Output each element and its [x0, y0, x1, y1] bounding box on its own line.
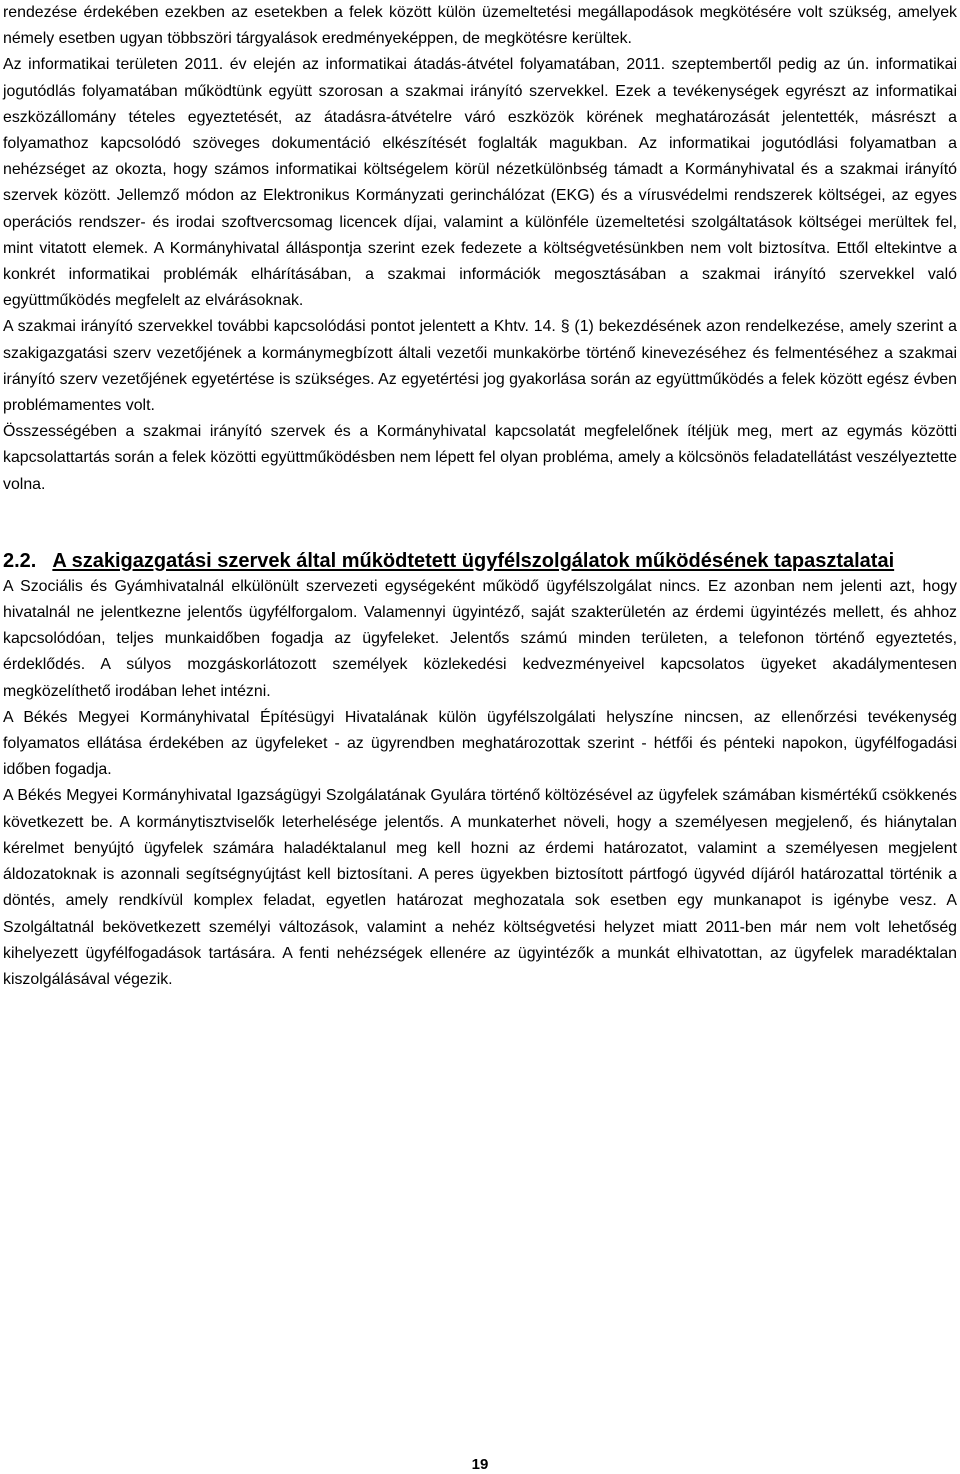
paragraph-4: Összességében a szakmai irányító szervek és a Kormányhivatal kapcsolatát megfelelőnek ítéljük meg, mert az egymás közötti kapcsolattartás során a felek közötti együttműködésben nem lépett fel olyan probléma, amely a kölcsönös feladatellátást veszélyeztette volna.	[3, 423, 957, 493]
section-title: A szakigazgatási szervek által működtetett ügyfélszolgálatok működésének tapasztalatai	[52, 549, 895, 572]
paragraph-5: A Szociális és Gyámhivatalnál elkülönült szervezeti egységeként működő ügyfélszolgálat nincs. Ez azonban nem jelenti azt, hogy hivatalnál ne jelentkezne jelentős ügyfélforgalom. Valamennyi ügyintéző, saját szakterületén az érdemi ügyintézés mellett, és ahhoz kapcsolódóan, teljes munkaidőben fogadja az ügyfeleket. Jelentős számú minden területen, a telefonon történő egyeztetés, érdeklődés. A súlyos mozgáskorlátozott személyek közlekedési kedvezményeivel kapcsolatos ügyeket akadálymentesen megközelíthető irodában lehet intézni.	[3, 577, 957, 700]
page-number: 19	[471, 1456, 489, 1473]
paragraph-6: A Békés Megyei Kormányhivatal Építésügyi Hivatalának külön ügyfélszolgálati helyszíne nincsen, az ellenőrzési tevékenység folyamatos ellátása érdekében az ügyfeleket - az ügyrendben meghatározottak szerint - hétfői és pénteki napokon, ügyfélfogadási időben fogadja.	[3, 708, 957, 779]
paragraph-1: rendezése érdekében ezekben az esetekben a felek között külön üzemeltetési megállapodások megkötésére volt szükség, amelyek némely esetben ugyan többszöri tárgyalások eredményeképpen, de megkötésre kerültek.	[3, 4, 957, 48]
section-number: 2.2.	[3, 549, 37, 572]
paragraph-2: Az informatikai területen 2011. év elején az informatikai átadás-átvétel folyamatában, 2011. szeptembertől pedig az ún. informatikai jogutódlás folyamatában működtünk együtt szorosan a szakmai irányító szervekkel. Ezek a tevékenységek egyrészt az informatikai eszközállomány tételes egyeztetését, az átadásra-átvételre váró eszközök körének meghatározását jelentették, másrészt a folyamathoz kapcsolódó szöveges dokumentáció elkészítését foglalták magukban. Az informatikai jogutódlási folyamatban a nehézséget az okozta, hogy számos informatikai költségelem körül nézetkülönbség támadt a Kormányhivatal és a szakmai irányító szervek között. Jellemző módon az Elektronikus Kormányzati gerinchálózat (EKG) és a vírusvédelmi rendszerek költségei, az egyes operációs rendszer- és irodai szoftvercsomag licencek díjai, valamint a különféle üzemeltetési szolgáltatások költségei merültek fel, mint vitatott elemek. A Kormányhivatal álláspontja szerint ezek fedezete a költségvetésünkben nem volt biztosítva. Ettől eltekintve a konkrét informatikai problémák elhárításában, a szakmai információk megosztásában a szakmai irányító szervekkel való együttműködés megfelelt az elvárásoknak.	[3, 56, 957, 310]
section-heading	[3, 548, 957, 574]
paragraph-7: A Békés Megyei Kormányhivatal Igazságügyi Szolgálatának Gyulára történő költözésével az ügyfelek számában kismértékű csökkenés következett be. A kormánytisztviselők leterhelésége jelentős. A munkaterhet növeli, hogy a személyesen megjelenő, és hiánytalan kérelmet benyújtó ügyfelek számára haladéktalanul meg kell hozni az érdemi határozatot, valamint a személyesen megjelent áldozatoknak is azonnali segítségnyújtást kell biztosítani. A peres ügyekben biztosított pártfogó ügyvéd díjáról határozattal történik a döntés, amely rendkívül komplex feladat, egyetlen határozat meghozatala sok esetben egy munkanapot is igénybe vesz. A Szolgáltatnál bekövetkezett személyi változások, valamint a nehéz költségvetési helyzet miatt 2011-ben már nem volt lehetőség kihelyezett ügyfélfogadások tartására. A fenti nehézségek ellenére az ügyintézők a munkát elhivatottan, az ügyfelek maradéktalan kiszolgálásával végezik.	[3, 787, 957, 988]
document-page	[3, 0, 957, 993]
paragraph-3: A szakmai irányító szervekkel további kapcsolódási pontot jelentett a Khtv. 14. § (1) bekezdésének azon rendelkezése, amely szerint a szakigazgatási szerv vezetőjének a kormánymegbízott általi vezetői munkakörbe történő kinevezéséhez és felmentéséhez a szakmai irányító szerv vezetőjének egyetértése is szükséges. Az egyetértési jog gyakorlása során az együttműködés a felek között egész évben problémamentes volt.	[3, 318, 957, 415]
